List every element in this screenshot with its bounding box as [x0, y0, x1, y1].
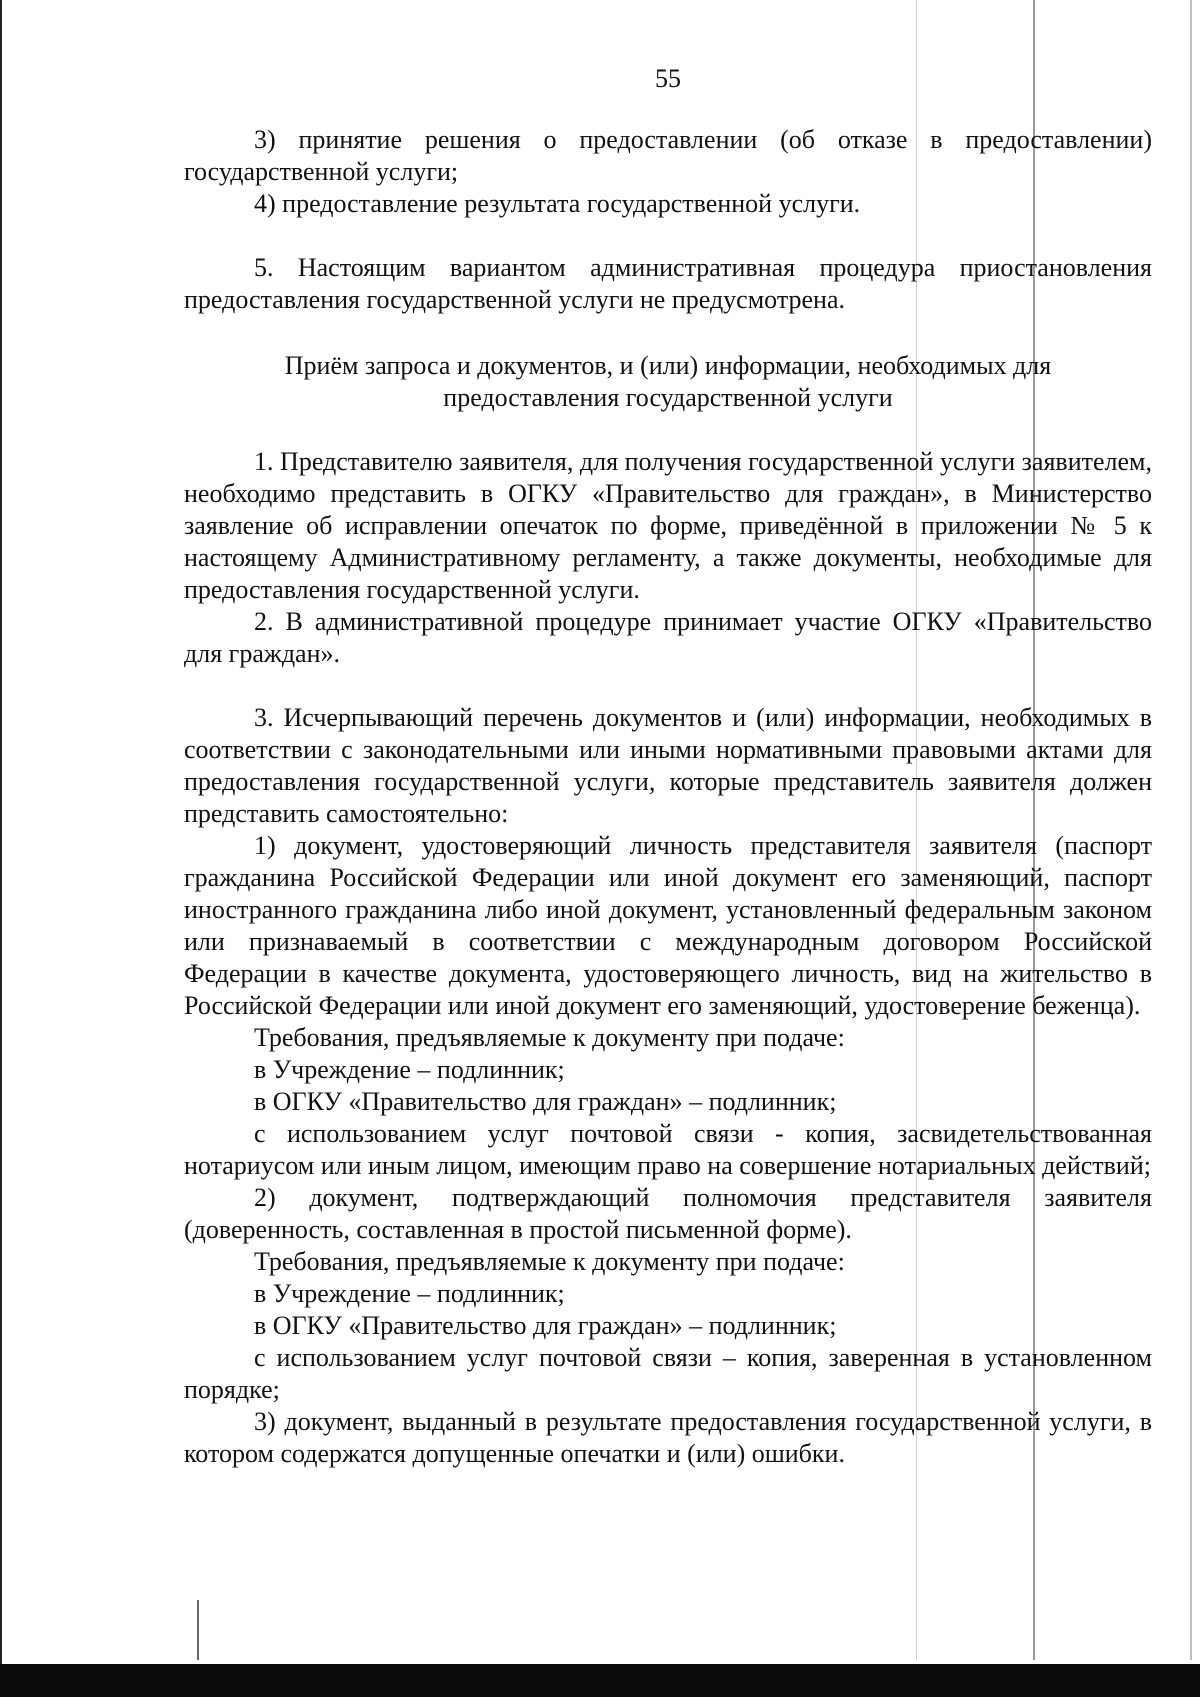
paragraph-item-3: 3. Исчерпывающий перечень документов и (или) информации, необходимых в соответствии с законодательными или иными нормативными правовыми актами для предоставления государственной услуги, которые представитель заявителя должен представить самостоятельно: — [184, 703, 1152, 828]
document-2-requirement-post: с использованием услуг почтовой связи – копия, заверенная в установленном порядке; — [184, 1343, 1152, 1404]
scan-artifact-line — [197, 1600, 199, 1660]
note-block — [184, 252, 1152, 316]
section-heading-line-2: предоставления государственной услуги — [443, 383, 893, 412]
document-1-requirement-institution: в Учреждение – подлинник; — [254, 1055, 565, 1084]
document-1: 1) документ, удостоверяющий личность представителя заявителя (паспорт гражданина Российской Федерации или иной документ его заменяющий, паспорт иностранного гражданина либо иной документ, установленный федеральным законом или признаваемый в соответствии с международным договором Российской Федерации в качестве документа, удостоверяющего личность, вид на жительство в Российской Федерации или иной документ его заменяющий, удостоверение беженца). — [184, 831, 1152, 1020]
items-block-1-2 — [184, 446, 1152, 670]
paragraph-item-2: 2. В административной процедуре принимает участие ОГКУ «Правительство для граждан». — [184, 607, 1152, 668]
section-heading — [184, 350, 1152, 414]
document-2-requirement-ogku: в ОГКУ «Правительство для граждан» – подлинник; — [254, 1311, 837, 1340]
paragraph-note-5: 5. Настоящим вариантом административная процедура приостановления предоставления государственной услуги не предусмотрена. — [184, 253, 1152, 314]
top-list — [184, 124, 1152, 220]
scan-artifact-line — [1190, 0, 1192, 1660]
documents-block — [184, 702, 1152, 1470]
paragraph-stage-4: 4) предоставление результата государственной услуги. — [254, 189, 861, 218]
document-2: 2) документ, подтверждающий полномочия представителя заявителя (доверенность, составленная в простой письменной форме). — [184, 1183, 1152, 1244]
document-3: 3) документ, выданный в результате предоставления государственной услуги, в котором содержатся допущенные опечатки и (или) ошибки. — [184, 1407, 1152, 1468]
document-2-requirements-title: Требования, предъявляемые к документу при подаче: — [254, 1247, 845, 1276]
document-1-requirement-post: с использованием услуг почтовой связи - копия, засвидетельствованная нотариусом или иным лицом, имеющим право на совершение нотариальных действий; — [184, 1119, 1152, 1180]
paragraph-item-1: 1. Представителю заявителя, для получения государственной услуги заявителем, необходимо представить в ОГКУ «Правительство для граждан», в Министерство заявление об исправлении опечаток по форме, приведённой в приложении № 5 к настоящему Административному регламенту, а также документы, необходимые для предоставления государственной услуги. — [184, 447, 1152, 604]
scan-bottom-border — [0, 1664, 1200, 1697]
scan-edge-line — [0, 0, 2, 1697]
page-number: 55 — [655, 64, 681, 93]
document-1-requirements-title: Требования, предъявляемые к документу при подаче: — [254, 1023, 845, 1052]
document-1-requirement-ogku: в ОГКУ «Правительство для граждан» – подлинник; — [254, 1087, 837, 1116]
section-heading-line-1: Приём запроса и документов, и (или) информации, необходимых для — [284, 351, 1052, 380]
document-2-requirement-institution: в Учреждение – подлинник; — [254, 1279, 565, 1308]
paragraph-stage-3: 3) принятие решения о предоставлении (об отказе в предоставлении) государственной услуги; — [184, 125, 1152, 186]
